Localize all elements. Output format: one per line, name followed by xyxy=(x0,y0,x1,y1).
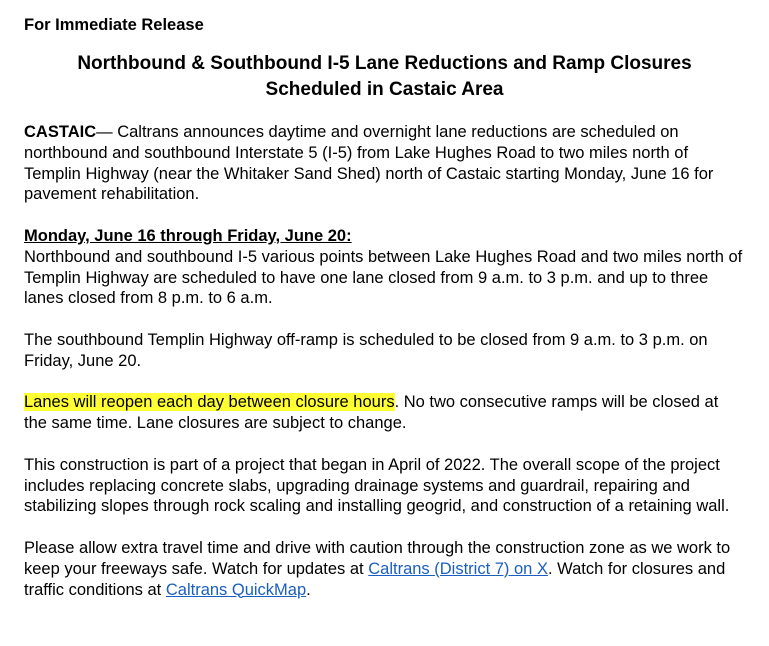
closing-text-2: . Watch for closures and traffic conditions at xyxy=(24,559,726,599)
intro-paragraph xyxy=(24,122,745,205)
release-label: For Immediate Release xyxy=(24,16,204,34)
dateline: CASTAIC xyxy=(24,123,97,141)
reopen-highlight: Lanes will reopen each day between closure hours xyxy=(24,393,395,412)
schedule-text: Northbound and southbound I-5 various points between Lake Hughes Road and two miles north of Templin Highway are scheduled to have one lane closed from 9 a.m. to 3 p.m. and up to three lanes closed from 8 p.m. to 6 a.m. xyxy=(24,247,743,308)
schedule-section xyxy=(24,226,745,309)
closing-text-1: Please allow extra travel time and drive with caution through the construction zone as we work to keep your freeways safe. Watch for updates at xyxy=(24,538,731,578)
reopen-paragraph xyxy=(24,392,745,434)
caltrans-x-link[interactable]: Caltrans (District 7) on X xyxy=(368,559,548,578)
closing-paragraph xyxy=(24,538,745,600)
project-paragraph: This construction is part of a project that began in April of 2022. The overall scope of the project includes replacing concrete slabs, upgrading drainage systems and guardrail, repairing and stabilizing slopes through rock scaling and installing geogrid, and construction of a retaining wall. xyxy=(24,455,730,516)
closing-text-3: . xyxy=(306,580,311,599)
schedule-heading: Monday, June 16 through Friday, June 20: xyxy=(24,226,352,245)
ramp-closure-paragraph: The southbound Templin Highway off-ramp is scheduled to be closed from 9 a.m. to 3 p.m. on Friday, June 20. xyxy=(24,330,708,370)
reopen-rest: . No two consecutive ramps will be closed at the same time. Lane closures are subject to change. xyxy=(24,393,719,433)
caltrans-quickmap-link[interactable]: Caltrans QuickMap xyxy=(165,580,307,599)
headline-line-2: Scheduled in Castaic Area xyxy=(265,79,504,100)
intro-text: — Caltrans announces daytime and overnight lane reductions are scheduled on northbound and southbound Interstate 5 (I-5) from Lake Hughes Road to two miles north of Templin Highway (near the Whitaker Sand Shed) north of Castaic starting Monday, June 16 for pavement rehabilitation. xyxy=(24,123,714,204)
headline-line-1: Northbound & Southbound I-5 Lane Reductions and Ramp Closures xyxy=(77,53,692,74)
headline xyxy=(24,51,745,103)
